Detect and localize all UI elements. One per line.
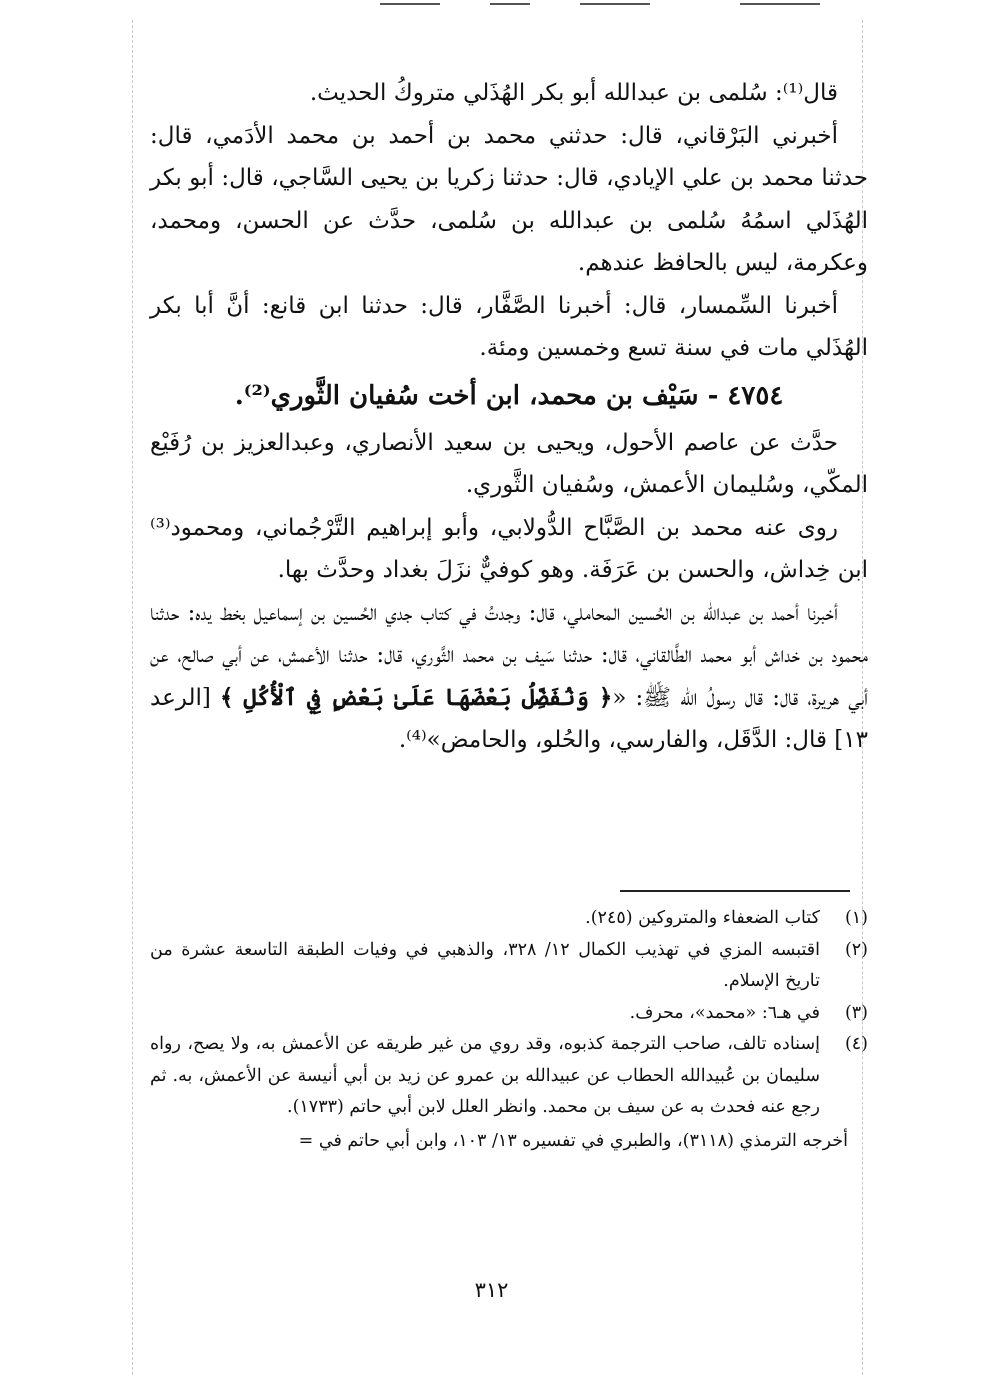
footnote — [150, 1029, 868, 1124]
paragraph-4: حدَّث عن عاصم الأحول، ويحيى بن سعيد الأنصاري، وعبدالعزيز بن رُفَيْع المكّي، وسُليمان الأعمش، وسُفيان الثَّوري. — [150, 429, 868, 498]
footnote-separator — [620, 890, 850, 892]
paragraph-3: أخبرنا السِّمسار، قال: أخبرنا الصَّفَّار، قال: حدثنا ابن قانع: أنَّ أبا بكر الهُذَلي مات في سنة تسع وخمسين ومئة. — [150, 292, 868, 361]
footnote-number: (٣) — [844, 1002, 868, 1023]
footnote-text: إسناده تالف، صاحب الترجمة كذبوه، وقد روي من غير طريقه عن الأعمش به، ولا يصح، رواه سليمان بن عُبيدالله الحطاب عن عبيدالله بن عمرو عن زيد بن أبي أنيسة عن الأعمش، به. ثم رجع عنه فحدث به عن سيف بن محمد. وانظر العلل لابن أبي حاتم (١٧٣٣). — [150, 1034, 820, 1117]
footnote — [150, 998, 868, 1030]
scan-artifact-line — [132, 20, 133, 1375]
footnotes — [150, 903, 868, 1157]
hadith-text: [الرعد ١٣] قال: الدَّقَل، والفارسي، والحُلو، والحامض»⁽⁴⁾. — [150, 684, 868, 753]
page-number: ٣١٢ — [474, 1278, 509, 1302]
footnote-continuation: أخرجه الترمذي (٣١١٨)، والطبري في تفسيره ١٣/ ١٠٣، وابن أبي حاتم في = — [298, 1130, 848, 1151]
quran-verse: ﴿ وَنُفَضِّلُ بَعْضَهَا عَلَىٰ بَعْضٍ فِي ٱلْأُكُلِ ﴾ — [220, 683, 613, 711]
main-text — [150, 72, 868, 762]
paragraph-1: قال⁽¹⁾: سُلمى بن عبدالله أبو بكر الهُذَلي متروكُ الحديث. — [309, 80, 838, 106]
footnote-number: (٢) — [844, 939, 868, 960]
paragraph-5: روى عنه محمد بن الصَّبَّاح الدُّولابي، وأبو إبراهيم التَّرْجُماني، ومحمود⁽³⁾ ابن خِداش، والحسن بن عَرَفَة. وهو كوفيٌّ نزَلَ بغداد وحدَّث بها. — [150, 514, 868, 583]
hadith-chain: أخبرنا أحمد بن عبدالله بن الحُسين المحاملي، قال: وجدتُ في كتاب جدي الحُسين بن إسماعيل بخط يده: حدثنا محمود بن خداش أبو محمد الطَّالقاني، قال: حدثنا سَيف بن محمد الثَّوري، قال: حدثنا الأعمش، عن أبي صالح، عن أبي هريرة، قال: قال رسولُ الله ﷺ: « — [150, 599, 868, 711]
footnote-number: (٤) — [844, 1034, 868, 1054]
paragraph-6 — [150, 592, 868, 762]
footnote-text: كتاب الضعفاء والمتروكين (٢٤٥). — [585, 908, 820, 928]
paragraph-2: أخبرني البَرْقاني، قال: حدثني محمد بن أحمد بن محمد الأدَمي، قال: حدثنا محمد بن علي الإيادي، قال: حدثنا زكريا بن يحيى السَّاجي، قال: أبو بكر الهُذَلي اسمُهُ سُلمى بن عبدالله بن سُلمى، حدَّث عن الحسن، ومحمد، وعكرمة، ليس بالحافظ عندهم. — [150, 122, 868, 276]
footnote — [150, 903, 868, 935]
footnote — [150, 935, 868, 998]
footnote-text: في هـ٦: «محمد»، محرف. — [629, 1002, 820, 1023]
footnote-number: (١) — [844, 908, 868, 928]
entry-heading: ٤٧٥٤ - سَيْف بن محمد، ابن أخت سُفيان الثَّوري⁽²⁾. — [234, 380, 784, 411]
top-edge-marks — [380, 0, 820, 8]
footnote-text: اقتبسه المزي في تهذيب الكمال ١٢/ ٣٢٨، والذهبي في وفيات الطبقة التاسعة عشرة من تاريخ الإسلام. — [150, 939, 820, 991]
